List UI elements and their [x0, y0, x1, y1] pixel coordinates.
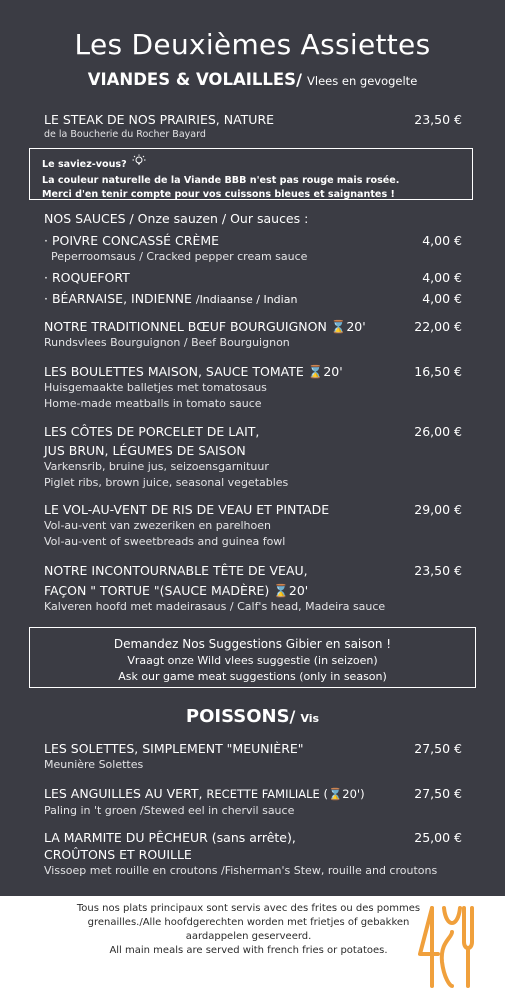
- footer-note: [26, 902, 471, 958]
- dish-subtitle: Vol-au-vent van zwezeriken en parelhoen: [44, 519, 271, 532]
- lightbulb-icon: [132, 154, 146, 174]
- section-title-fish: [0, 706, 505, 727]
- footer-line-2: grenailles./Alle hoofdgerechten worden met frietjes of gebakken: [87, 917, 410, 928]
- dish-name-text: LES BOULETTES MAISON, SAUCE TOMATE: [44, 364, 304, 379]
- dish-price: 16,50 €: [414, 364, 462, 379]
- dish-price: 22,00 €: [414, 319, 462, 334]
- sauce-item: [44, 269, 462, 286]
- dish-name: LES SOLETTES, SIMPLEMENT "MEUNIÈRE": [44, 741, 304, 756]
- prep-time: 20': [323, 364, 343, 379]
- sauce-name-translation: /Indiaanse / Indian: [195, 293, 298, 306]
- dish-name-text: LES ANGUILLES AU VERT,: [44, 786, 203, 801]
- dish-subtitle-en: Piglet ribs, brown juice, seasonal vegetables: [44, 476, 289, 489]
- dish-subtitle: Paling in 't groen /Stewed eel in chervil sauce: [44, 804, 295, 817]
- menu-item-tete-de-veau: [44, 562, 462, 615]
- menu-item-solettes: [44, 740, 462, 773]
- dish-subtitle: Varkensrib, bruine jus, seizoensgarnituur: [44, 460, 269, 473]
- sauce-subtitle: Peperroomsaus / Cracked pepper cream sauce: [51, 250, 308, 263]
- menu-item-anguilles: [44, 785, 462, 819]
- dish-subtitle: Vissoep met rouille en croutons /Fisherman's Stew, rouille and croutons: [44, 864, 438, 877]
- menu-item-vol-au-vent: [44, 501, 462, 550]
- section-title-dutch: Vlees en gevogelte: [307, 74, 418, 88]
- menu-item-porcelet: [44, 423, 462, 491]
- sauce-price: 4,00 €: [422, 233, 462, 248]
- game-line-1: Demandez Nos Suggestions Gibier en saison !: [113, 637, 392, 651]
- dish-name-line-2: CROÛTONS ET ROUILLE: [44, 847, 192, 862]
- prep-time: 20'): [342, 787, 365, 801]
- sauces-heading: NOS SAUCES / Onze sauzen / Our sauces :: [44, 211, 309, 226]
- menu-item-boulettes: [44, 363, 462, 412]
- sauce-name: [44, 290, 462, 308]
- dish-subtitle-en: Vol-au-vent of sweetbreads and guinea fowl: [44, 535, 286, 548]
- info-line-2: Merci d'en tenir compte pour vos cuissons bleues et saignantes !: [42, 189, 395, 200]
- dish-price: 25,00 €: [414, 830, 462, 845]
- section-title-main: POISSONS: [185, 706, 290, 727]
- dish-subtitle: de la Boucherie du Rocher Bayard: [44, 129, 206, 140]
- dish-price: 23,50 €: [414, 563, 462, 578]
- section-title-meats: [0, 70, 505, 89]
- dish-price: 26,00 €: [414, 424, 462, 439]
- dish-name-line-2: [44, 582, 462, 599]
- menu-item-steak: [44, 111, 462, 141]
- dish-name: LE VOL-AU-VENT DE RIS DE VEAU ET PINTADE: [44, 502, 330, 517]
- dish-name-line-2: JUS BRUN, LÉGUMES DE SAISON: [44, 443, 246, 458]
- hourglass-icon: ⌛: [273, 583, 289, 598]
- dish-name-text: FAÇON " TORTUE "(SAUCE MADÈRE): [44, 583, 270, 598]
- prep-time: 20': [288, 583, 309, 598]
- game-suggestion-box: [29, 627, 476, 688]
- dish-name: [44, 785, 462, 803]
- page-title: Les Deuxièmes Assiettes: [74, 28, 431, 61]
- dish-name: LA MARMITE DU PÊCHEUR (sans arrête),: [44, 830, 296, 845]
- sauce-name-main: · BÉARNAISE, INDIENNE: [44, 291, 192, 306]
- fork-logo-icon: [416, 902, 482, 996]
- dish-name: [44, 318, 462, 335]
- dish-price: 27,50 €: [414, 786, 462, 801]
- hourglass-icon: ⌛: [327, 787, 343, 801]
- sauce-name: · POIVRE CONCASSÉ CRÈME: [44, 233, 220, 248]
- dish-subtitle: Huisgemaakte balletjes met tomatosaus: [44, 381, 267, 394]
- sauce-item: [44, 232, 462, 264]
- hourglass-icon: ⌛: [330, 319, 347, 334]
- section-title-slash: /: [289, 707, 296, 726]
- info-line-1: La couleur naturelle de la Viande BBB n'est pas rouge mais rosée.: [42, 174, 400, 186]
- game-line-2: Vraagt onze Wild vlees suggestie (in seizoen): [127, 654, 378, 667]
- dish-subtitle-en: Home-made meatballs in tomato sauce: [44, 397, 262, 410]
- dish-name: [44, 363, 462, 380]
- sauce-price: 4,00 €: [422, 270, 462, 285]
- dish-price: 29,00 €: [414, 502, 462, 517]
- sauce-item: [44, 290, 462, 308]
- menu-item-bourguignon: [44, 318, 462, 351]
- dish-name: LE STEAK DE NOS PRAIRIES, NATURE: [44, 112, 275, 127]
- dish-price: 27,50 €: [414, 741, 462, 756]
- dish-subtitle: Kalveren hoofd met madeirasaus / Calf's head, Madeira sauce: [44, 600, 386, 613]
- section-title-main: VIANDES & VOLAILLES: [87, 70, 297, 89]
- section-title-slash: /: [296, 70, 302, 89]
- section-title-dutch: Vis: [300, 712, 320, 725]
- footer-line-1: Tous nos plats principaux sont servis avec des frites ou des pommes: [76, 903, 421, 914]
- sauce-price: 4,00 €: [422, 291, 462, 306]
- footer: [0, 896, 505, 999]
- sauce-name: · ROQUEFORT: [44, 270, 130, 285]
- dish-name-note: RECETTE FAMILIALE (: [206, 787, 328, 801]
- dish-name-text: NOTRE TRADITIONNEL BŒUF BOURGUIGNON: [44, 319, 327, 334]
- dish-name: LES CÔTES DE PORCELET DE LAIT,: [44, 424, 260, 439]
- dish-price: 23,50 €: [414, 112, 462, 127]
- dish-subtitle: Meunière Solettes: [44, 758, 144, 771]
- hourglass-icon: ⌛: [307, 364, 324, 379]
- footer-line-3: aardappelen geserveerd.: [185, 931, 312, 942]
- dish-name: NOTRE INCONTOURNABLE TÊTE DE VEAU,: [44, 563, 308, 578]
- info-box: [29, 148, 473, 200]
- menu-item-marmite: [44, 829, 462, 879]
- info-heading-row: [42, 154, 460, 174]
- game-line-3: Ask our game meat suggestions (only in season): [118, 670, 387, 683]
- footer-line-4: All main meals are served with french fries or potatoes.: [109, 945, 388, 956]
- info-heading: Le saviez-vous?: [42, 159, 127, 170]
- dish-subtitle: Rundsvlees Bourguignon / Beef Bourguignon: [44, 336, 290, 349]
- prep-time: 20': [346, 319, 366, 334]
